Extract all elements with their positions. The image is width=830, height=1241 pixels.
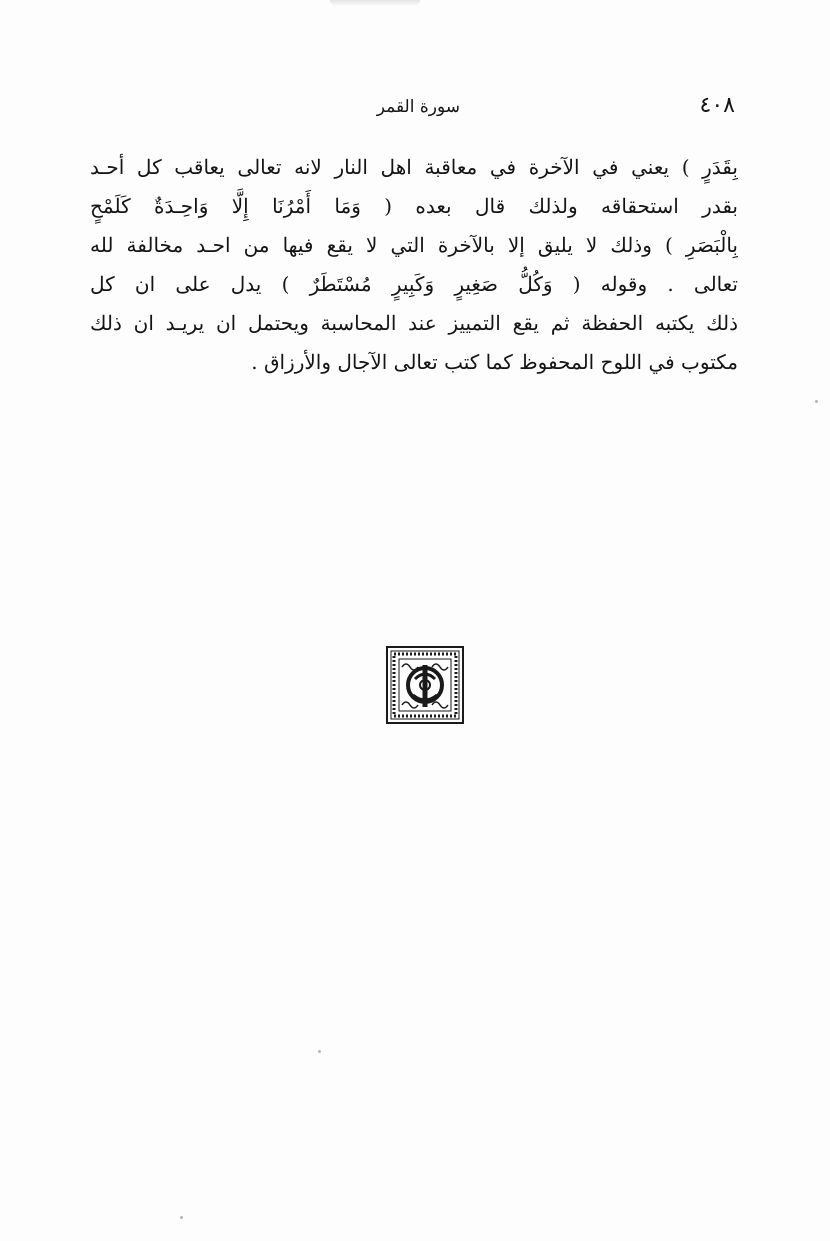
scan-speck xyxy=(180,1216,183,1219)
running-title: سورة القمر xyxy=(376,97,460,117)
text-line: ذلك يكتبه الحفظة ثم يقع التمييز عند المحاسبة ويحتمل ان يريـد ان ذلك xyxy=(90,311,738,335)
scan-speck xyxy=(815,400,818,403)
decorative-ornament-icon xyxy=(385,645,465,725)
text-line: تعالى . وقوله ( وَكُلُّ صَغِيرٍ وَكَبِيرٍ مُسْتَطَرٌ ) يدل على ان كل xyxy=(90,272,738,296)
text-line: بِقَدَرٍ ) يعني في الآخرة في معاقبة اهل النار لانه تعالى يعاقب كل أحـد xyxy=(90,155,738,179)
text-line: مكتوب في اللوح المحفوظ كما كتب تعالى الآجال والأرزاق . xyxy=(251,350,738,374)
page-number: ٤٠٨ xyxy=(699,93,735,118)
page-header xyxy=(95,92,735,122)
text-line: بِالْبَصَرِ ) وذلك لا يليق إلا بالآخرة التي لا يقع فيها من احـد مخالفة لله xyxy=(90,233,738,257)
body-text xyxy=(90,148,738,382)
text-line: بقدر استحقاقه ولذلك قال بعده ( وَمَا أَمْرُنَا إِلَّا وَاحِـدَةٌ كَلَمْحٍ xyxy=(90,194,738,218)
scan-smudge xyxy=(330,0,420,6)
scan-speck xyxy=(318,1050,321,1053)
